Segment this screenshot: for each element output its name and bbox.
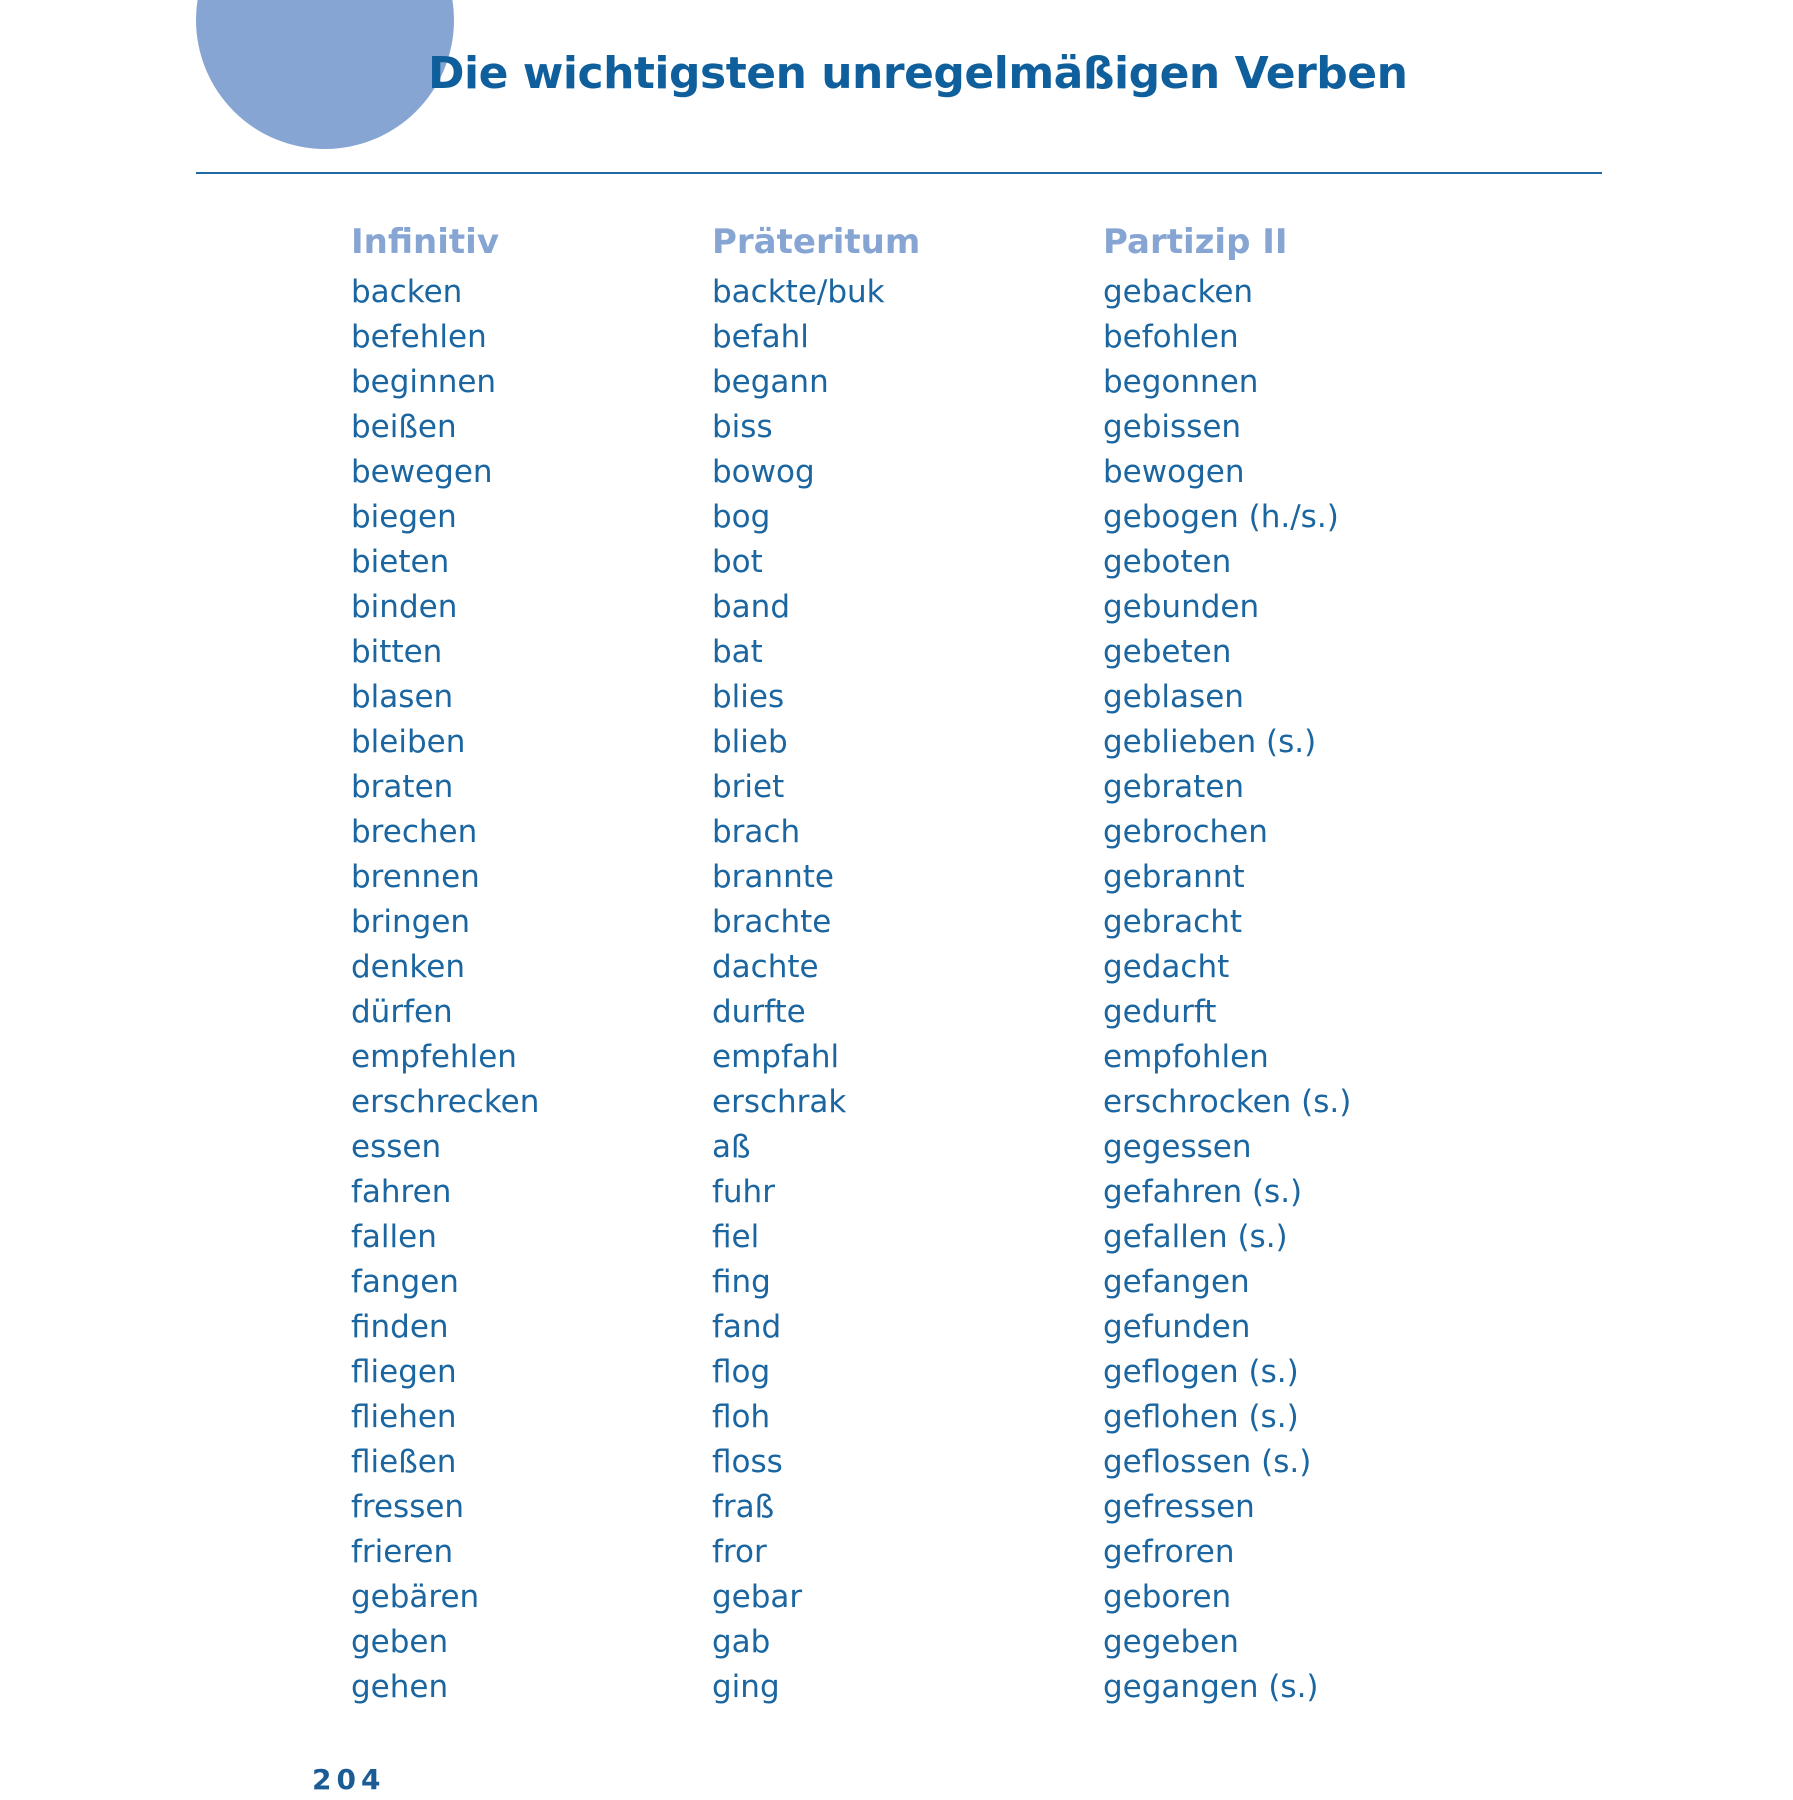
verb-list-item: fraß (712, 1489, 775, 1525)
verb-list-partizip (1103, 270, 1351, 1710)
verb-list-item: fahren (351, 1174, 452, 1210)
verb-list-item: bowog (712, 454, 815, 490)
verb-list-item: gefunden (1103, 1309, 1251, 1345)
verb-list-item: beginnen (351, 364, 497, 400)
verb-list-item: gebissen (1103, 409, 1242, 445)
verb-list-item: befehlen (351, 319, 487, 355)
verb-list-item: fuhr (712, 1174, 775, 1210)
verb-list-item: brechen (351, 814, 478, 850)
verb-list-item: aß (712, 1129, 751, 1165)
verb-list-item: geboten (1103, 544, 1232, 580)
verb-list-item: dürfen (351, 994, 453, 1030)
verb-list-item: erschrak (712, 1084, 847, 1120)
verb-list-item: gedurft (1103, 994, 1217, 1030)
verb-list-item: bog (712, 499, 771, 535)
verb-list-item: befahl (712, 319, 809, 355)
verb-list-item: gebrannt (1103, 859, 1245, 895)
column-header-infinitiv: Infinitiv (351, 222, 499, 262)
verb-list-item: brannte (712, 859, 834, 895)
verb-list-item: backte/buk (712, 274, 885, 310)
verb-list-item: bot (712, 544, 763, 580)
verb-list-item: floss (712, 1444, 783, 1480)
column-header-partizip: Partizip II (1103, 222, 1288, 262)
verb-list-item: essen (351, 1129, 442, 1165)
verb-list-item: gefroren (1103, 1534, 1235, 1570)
verb-list-item: fliehen (351, 1399, 457, 1435)
verb-list-item: blies (712, 679, 785, 715)
verb-list-item: bat (712, 634, 763, 670)
verb-list-item: fangen (351, 1264, 459, 1300)
verb-list-item: gefressen (1103, 1489, 1255, 1525)
column-header-praeteritum: Präteritum (712, 222, 921, 262)
verb-list-item: geben (351, 1624, 449, 1660)
verb-list-item: band (712, 589, 790, 625)
verb-list-item: bitten (351, 634, 443, 670)
verb-list-item: gedacht (1103, 949, 1230, 985)
verb-list-item: biss (712, 409, 773, 445)
verb-list-item: gebogen (h./s.) (1103, 499, 1339, 535)
column-partizip (1103, 214, 1351, 1710)
verb-list-item: binden (351, 589, 458, 625)
verb-list-item: gefahren (s.) (1103, 1174, 1303, 1210)
page-number: 204 (312, 1763, 386, 1796)
verb-list-item: finden (351, 1309, 449, 1345)
verb-list-item: blasen (351, 679, 454, 715)
verb-list-item: brennen (351, 859, 480, 895)
verb-list-item: flog (712, 1354, 771, 1390)
verb-list-item: braten (351, 769, 454, 805)
verb-list-item: briet (712, 769, 785, 805)
verb-list-item: gegeben (1103, 1624, 1239, 1660)
verb-list-item: gegessen (1103, 1129, 1252, 1165)
verb-list-item: begann (712, 364, 829, 400)
verb-list-item: geflossen (s.) (1103, 1444, 1312, 1480)
verb-list-item: durfte (712, 994, 806, 1030)
verb-list-item: geblasen (1103, 679, 1244, 715)
verb-list-item: fiel (712, 1219, 760, 1255)
verb-list-item: gebacken (1103, 274, 1254, 310)
verb-list-item: gebracht (1103, 904, 1243, 940)
column-praeteritum (712, 214, 920, 1710)
verb-list-item: dachte (712, 949, 819, 985)
verb-list-praeteritum (712, 270, 920, 1710)
verb-list-item: gebrochen (1103, 814, 1268, 850)
verb-list-item: gebraten (1103, 769, 1245, 805)
verb-list-item: geblieben (s.) (1103, 724, 1317, 760)
verb-list-item: gab (712, 1624, 771, 1660)
verb-list-item: geboren (1103, 1579, 1232, 1615)
verb-list-item: erschrocken (s.) (1103, 1084, 1352, 1120)
verb-list-item: befohlen (1103, 319, 1239, 355)
verb-list-item: frieren (351, 1534, 454, 1570)
verb-list-item: gehen (351, 1669, 449, 1705)
verb-list-item: bringen (351, 904, 471, 940)
page-title: Die wichtigsten unregelmäßigen Verben (428, 48, 1408, 99)
verb-list-infinitiv (351, 270, 539, 1710)
verb-list-item: empfohlen (1103, 1039, 1269, 1075)
verb-list-item: begonnen (1103, 364, 1259, 400)
verb-list-item: bieten (351, 544, 450, 580)
verb-list-item: fand (712, 1309, 782, 1345)
verb-list-item: fing (712, 1264, 771, 1300)
verb-list-item: brachte (712, 904, 832, 940)
verb-list-item: fror (712, 1534, 767, 1570)
verb-list-item: bleiben (351, 724, 466, 760)
verb-list-item: denken (351, 949, 465, 985)
verb-list-item: gebeten (1103, 634, 1232, 670)
verb-list-item: geflogen (s.) (1103, 1354, 1299, 1390)
verb-list-item: gegangen (s.) (1103, 1669, 1319, 1705)
verb-list-item: fließen (351, 1444, 457, 1480)
verb-list-item: gebären (351, 1579, 480, 1615)
verb-list-item: bewogen (1103, 454, 1245, 490)
verb-list-item: brach (712, 814, 801, 850)
verb-list-item: blieb (712, 724, 788, 760)
column-infinitiv (351, 214, 539, 1710)
decorative-quarter-circle (196, 0, 454, 149)
verb-list-item: bewegen (351, 454, 493, 490)
verb-list-item: gefallen (s.) (1103, 1219, 1288, 1255)
verb-list-item: empfahl (712, 1039, 840, 1075)
verb-list-item: erschrecken (351, 1084, 540, 1120)
verb-list-item: gebar (712, 1579, 803, 1615)
verb-list-item: fressen (351, 1489, 465, 1525)
corner-mask (0, 0, 196, 160)
verb-list-item: floh (712, 1399, 771, 1435)
verb-list-item: empfehlen (351, 1039, 517, 1075)
verb-list-item: geflohen (s.) (1103, 1399, 1299, 1435)
header-divider (196, 172, 1602, 174)
verb-list-item: gefangen (1103, 1264, 1250, 1300)
verb-list-item: fallen (351, 1219, 437, 1255)
verb-list-item: backen (351, 274, 463, 310)
verb-list-item: biegen (351, 499, 457, 535)
verb-list-item: ging (712, 1669, 780, 1705)
verb-list-item: beißen (351, 409, 457, 445)
verb-list-item: fliegen (351, 1354, 457, 1390)
verb-list-item: gebunden (1103, 589, 1260, 625)
